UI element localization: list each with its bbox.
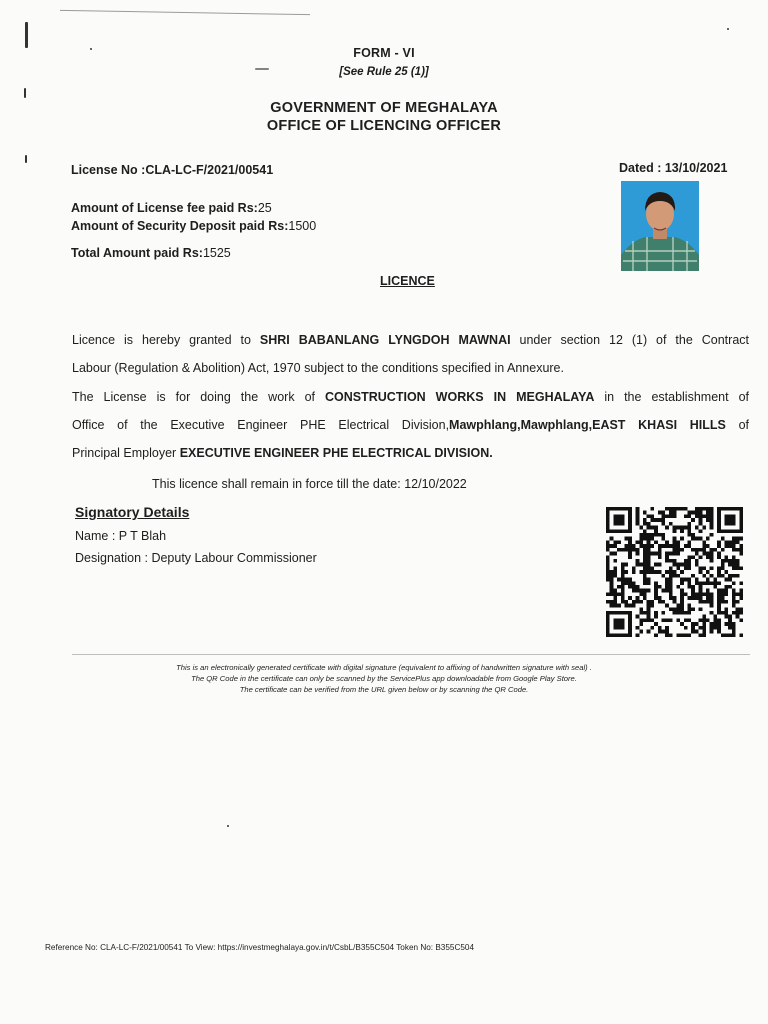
deposit-label: Amount of Security Deposit paid Rs: [71, 219, 289, 233]
grant-text: under section 12 (1) of the Contract [510, 333, 749, 347]
scan-mark [227, 825, 229, 827]
dated-value: 13/10/2021 [664, 161, 728, 175]
signatory-designation [75, 551, 317, 565]
designation-value: Deputy Labour Commissioner [151, 551, 317, 565]
form-rule: [See Rule 25 (1)] [339, 66, 429, 78]
holder-name: SHRI BABANLANG LYNGDOH MAWNAI [259, 333, 511, 347]
name-label: Name : [75, 529, 119, 543]
dated [619, 161, 727, 175]
validity-date: 12/10/2022 [404, 477, 467, 491]
location: Mawphlang,Mawphlang,EAST KHASI HILLS [449, 418, 726, 432]
grant-line-1 [72, 334, 749, 348]
work-line-2 [72, 419, 749, 433]
note-line-2: The QR Code in the certificate can only be scanned by the ServicePlus app downloadable from Google Play Store. [191, 674, 577, 683]
total-label: Total Amount paid Rs: [71, 246, 203, 260]
grant-text: Licence is hereby granted to [72, 333, 260, 347]
qr-modules [606, 507, 743, 637]
employer-label: Principal Employer [72, 446, 180, 460]
fee-label: Amount of License fee paid Rs: [71, 201, 258, 215]
scan-mark [727, 28, 729, 30]
total-value: 1525 [202, 246, 231, 260]
dated-label: Dated : [619, 161, 665, 175]
scan-mark [25, 155, 27, 163]
office-heading: OFFICE OF LICENCING OFFICER [266, 118, 502, 134]
licence-heading: LICENCE [380, 274, 435, 288]
license-number [71, 163, 273, 177]
qr-finder-center [613, 514, 624, 525]
work-line-1 [72, 391, 749, 405]
validity-text: This licence shall remain in force till the date: [152, 477, 405, 491]
divider [72, 654, 750, 655]
qr-finder-center [613, 618, 624, 629]
qr-code[interactable] [606, 507, 743, 637]
government-heading: GOVERNMENT OF MEGHALAYA [270, 100, 498, 116]
total-line [71, 246, 231, 260]
name-value: P T Blah [118, 529, 167, 543]
work-line-3 [72, 447, 749, 461]
qr-finder-center [724, 514, 735, 525]
fee-value: 25 [257, 201, 272, 215]
signatory-name [75, 529, 166, 543]
principal-employer: EXECUTIVE ENGINEER PHE ELECTRICAL DIVISION. [179, 446, 493, 460]
work-type: CONSTRUCTION WORKS IN MEGHALAYA [325, 390, 595, 404]
scan-mark [25, 22, 28, 48]
signatory-heading: Signatory Details [75, 504, 190, 520]
fee-line [71, 201, 272, 215]
establishment-text: Office of the Executive Engineer PHE Electrical Division, [72, 418, 450, 432]
note-line-1: This is an electronically generated certificate with digital signature (equivalent to affixing of handwritten signature with seal) . [176, 663, 592, 672]
designation-label: Designation : [75, 551, 152, 565]
licensee-photo [621, 181, 699, 271]
validity-line [152, 477, 467, 491]
deposit-value: 1500 [288, 219, 317, 233]
work-text: The License is for doing the work of [72, 390, 325, 404]
scan-mark [24, 88, 26, 98]
reference-line: Reference No: CLA-LC-F/2021/00541 To View: https://investmeghalaya.gov.in/t/CsbL/B355C504 Token No: B355C504 [45, 943, 475, 952]
scan-edge [60, 10, 310, 15]
license-number-value: CLA-LC-F/2021/00541 [145, 163, 274, 177]
deposit-line [71, 219, 316, 233]
form-title: FORM - VI [353, 46, 415, 60]
license-number-label: License No : [71, 163, 146, 177]
grant-line-2: Labour (Regulation & Abolition) Act, 1970 subject to the conditions specified in Annexure. [72, 361, 564, 375]
work-text: of [725, 418, 749, 432]
work-text: in the establishment of [594, 390, 750, 404]
note-line-3: The certificate can be verified from the URL given below or by scanning the QR Code. [239, 685, 529, 694]
